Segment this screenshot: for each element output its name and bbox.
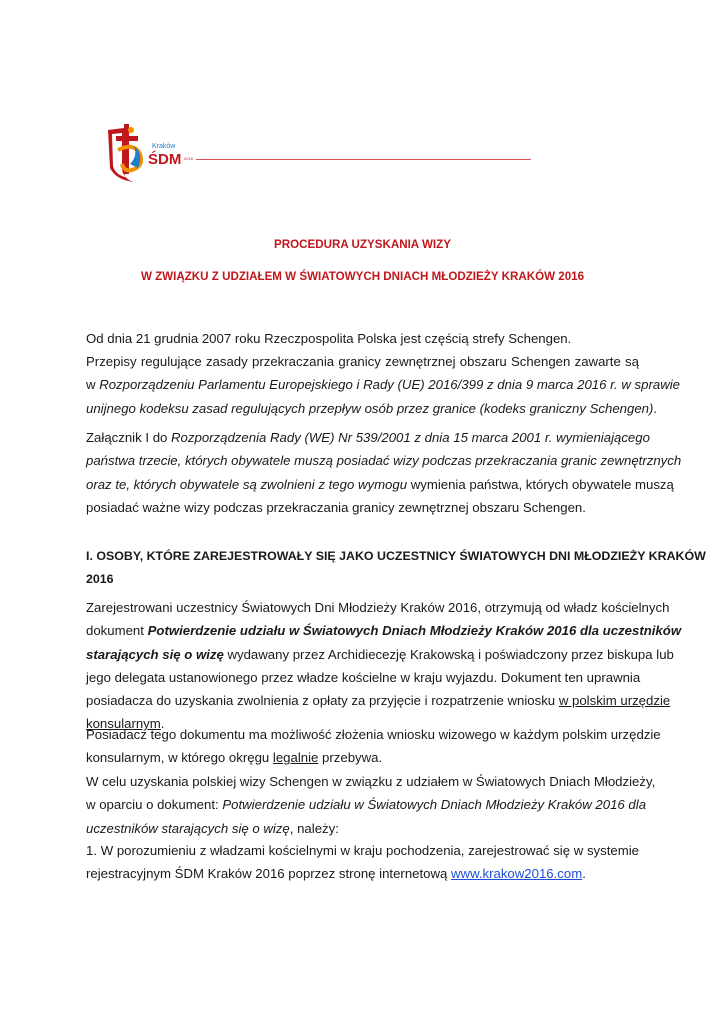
paragraph-line: oraz te, których obywatele są zwolnieni z tego wymogu wymienia państwa, których obywatele muszą <box>86 476 674 492</box>
paragraph-visa-steps-intro <box>86 770 656 840</box>
regulation-citation: Rozporządzeniu Parlamentu Europejskiego i Rady (UE) 2016/399 z dnia 9 marca 2016 r. w sprawie <box>99 377 680 393</box>
regulation-citation-cont: unijnego kodeksu zasad regulujących przepływ osób przez granice (kodeks graniczny Schengen) <box>86 400 654 416</box>
sdm-logo-icon <box>104 120 196 184</box>
paragraph-line: Zarejestrowani uczestnicy Światowych Dni Młodzieży Kraków 2016, otrzymują od władz kościelnych <box>86 600 670 615</box>
paragraph-line: Przepisy regulujące zasady przekraczania granicy zewnętrznej obszaru Schengen zawarte są <box>86 354 639 369</box>
paragraph-text: Od dnia 21 grudnia 2007 roku Rzeczpospolita Polska jest częścią strefy Schengen. <box>86 331 572 346</box>
paragraph-line: konsularnym, w którego okręgu legalnie przebywa. <box>86 750 383 766</box>
paragraph-line: 1. W porozumieniu z władzami kościelnymi w kraju pochodzenia, zarejestrować się w systemie <box>86 843 639 858</box>
document-name: Potwierdzenie udziału w Światowych Dniach Młodzieży Kraków 2016 dla uczestników <box>147 623 682 639</box>
paragraph-holder <box>86 723 661 770</box>
paragraph-regulation <box>86 350 680 420</box>
paragraph-line: W celu uzyskania polskiej wizy Schengen w związku z udziałem w Światowych Dniach Młodzieży, <box>86 774 656 789</box>
paragraph-line: starających się o wizę wydawany przez Archidiecezję Krakowską i poświadczony przez biskupa lub <box>86 646 674 662</box>
paragraph-annex <box>86 426 682 519</box>
paragraph-line: konsularnym. <box>86 716 165 732</box>
section-heading-1 <box>86 545 706 592</box>
svg-text:2016: 2016 <box>184 156 193 161</box>
section-heading-line: I. OSOBY, KTÓRE ZAREJESTROWAŁY SIĘ JAKO UCZESTNICY ŚWIATOWYCH DNI MŁODZIEŻY KRAKÓW <box>86 549 706 563</box>
document-subtitle: W ZWIĄZKU Z UDZIAŁEM W ŚWIATOWYCH DNIACH MŁODZIEŻY KRAKÓW 2016 <box>140 270 585 283</box>
header-divider <box>196 159 531 160</box>
sdm-krakow-logo <box>104 120 196 184</box>
section-heading-line: 2016 <box>86 572 114 587</box>
paragraph-line: w oparciu o dokument: Potwierdzenie udziału w Światowych Dniach Młodzieży Kraków 2016 dla <box>86 797 647 813</box>
paragraph-line: Załącznik I do Rozporządzenia Rady (WE) Nr 539/2001 z dnia 15 marca 2001 r. wymieniającego <box>86 430 650 445</box>
paragraph-line: jego delegata ustanowionego przez władze kościelne w kraju wyjazdu. Dokument ten uprawnia <box>86 669 641 685</box>
paragraph-line: w Rozporządzeniu Parlamentu Europejskiego i Rady (UE) 2016/399 z dnia 9 marca 2016 r. w sprawie <box>86 377 680 393</box>
paragraph-line: posiadać ważne wizy podczas przekraczania granicy zewnętrznej obszaru Schengen. <box>86 499 586 515</box>
paragraph-line: posiadacza do uzyskania zwolnienia z opłaty za przyjęcie i rozpatrzenie wniosku w polskim urzędzie <box>86 693 671 709</box>
paragraph-line: państwa trzecie, których obywatele muszą posiadać wizy podczas przekraczania granic zewnętrznych <box>86 453 682 469</box>
paragraph-line: unijnego kodeksu zasad regulujących przepływ osób przez granice (kodeks graniczny Schengen). <box>86 400 658 416</box>
paragraph-line: Posiadacz tego dokumentu ma możliwość złożenia wniosku wizowego w każdym polskim urzędzie <box>86 727 661 742</box>
krakow2016-link[interactable]: www.krakow2016.com <box>451 866 583 882</box>
paragraph-step-1 <box>86 839 639 886</box>
paragraph-participants <box>86 596 682 736</box>
paragraph-line: uczestników starających się o wizę, należy: <box>86 820 339 836</box>
svg-text:Kraków: Kraków <box>152 143 176 150</box>
paragraph-schengen-intro <box>86 327 639 350</box>
document-title: PROCEDURA UZYSKANIA WIZY <box>274 238 451 251</box>
paragraph-line: dokument Potwierdzenie udziału w Światowych Dniach Młodzieży Kraków 2016 dla uczestników <box>86 623 682 639</box>
svg-text:ŚDM: ŚDM <box>148 151 182 168</box>
paragraph-line: rejestracyjnym ŚDM Kraków 2016 poprzez stronę internetową www.krakow2016.com. <box>86 866 586 882</box>
regulation-citation: Rozporządzenia Rady (WE) Nr 539/2001 z dnia 15 marca 2001 r. wymieniającego <box>171 430 650 445</box>
